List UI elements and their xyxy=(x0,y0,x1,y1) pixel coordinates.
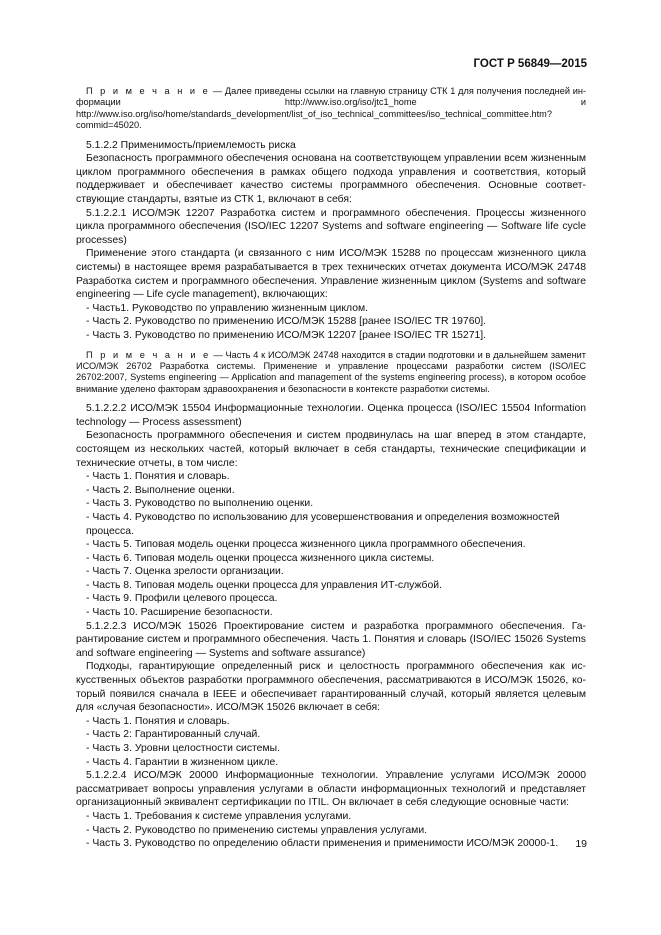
note-links xyxy=(76,86,586,132)
subsection-title: 5.1.2.2.4 ИСО/МЭК 20000 Информационные технологии. Управление услугами ИСО/МЭК 20000 рассматривает вопросы управления услугами в области информационных технологий и представляет организационный эквивалент сертификации по ITIL. Он включает в себя следующие основные части: xyxy=(76,770,586,809)
list-item: - Часть 1. Требования к системе управления услугами. xyxy=(86,810,352,822)
list-item: - Часть 3. Руководство по определению области применения и применимости ИСО/МЭК 20000-1. xyxy=(86,838,559,850)
note-text: — Далее приведены ссылки на главную страницу СТК 1 для получения последней информации http://www.iso.org/iso/jtc1_home и http://www.iso.org/iso/home/standards_development/list_of_iso_technical_committees/iso_technical_committee.htm?commid=45020. xyxy=(76,86,586,131)
subsection-title: 5.1.2.2.1 ИСО/МЭК 12207 Разработка систем и программного обеспечения. Процессы жизненного цикла программного обеспечения (ISO/IEC 12207 Systems and software engineering — Software life cycle processes) xyxy=(76,207,586,246)
list-item: - Часть 3. Руководство по выполнению оценки. xyxy=(86,498,314,510)
list-item: - Часть 2: Гарантированный случай. xyxy=(86,729,261,741)
list-item: - Часть 4. Руководство по использованию для усовершенствования и определения возможностей процесса. xyxy=(86,511,560,537)
page-header: ГОСТ Р 56849—2015 xyxy=(473,58,587,70)
section-heading: 5.1.2.2 Применимость/приемлемость риска xyxy=(86,139,296,151)
list-item: - Часть 2. Руководство по применению ИСО/МЭК 15288 [ранее ISO/IEC TR 19760]. xyxy=(86,316,487,328)
subsection-title: 5.1.2.2.3 ИСО/МЭК 15026 Проектирование систем и разработка программного обеспечения. Гарантирование систем и программного обеспечения. Часть 1. Понятия и словарь (ISO/IEC 15026 Systems and software engineering — Systems and software assurance) xyxy=(76,620,586,659)
section-intro: Безопасность программного обеспечения основана на соответствующем управлении всем жизненным циклом программного обеспечения в рамках общего подхода управления и соответствия, который поддерживает и обеспечивает качество системы программного обеспечения. Основные соответствующие стандарты, взятые из СТК 1, включают в себя: xyxy=(76,153,586,205)
subsection-body: Подходы, гарантирующие определенный риск и целостность программного обеспечения как искусственных объектов разработки программного обеспечения, рассматриваются в ИСО/МЭК 15026, который появился сначала в IEEE и обеспечивает гарантированный случай, который является целевым для «случая безопасности». ИСО/МЭК 15026 включает в себя: xyxy=(76,661,586,714)
list-item: - Часть 4. Гарантии в жизненном цикле. xyxy=(86,756,279,768)
list-item: - Часть 8. Типовая модель оценки процесса для управления ИТ-службой. xyxy=(86,579,442,591)
list-item: - Часть 2. Выполнение оценки. xyxy=(86,484,235,496)
subsection-body: Применение этого стандарта (и связанного с ним ИСО/МЭК 15288 по процессам жизненного цикла системы) в настоящее время разрабатывается в трех технических отчетах документа ИСО/МЭК 24748 Разработка систем и программного обеспечения. Управление жизненным циклом (Systems and software engineering — Life cycle management), включающих: xyxy=(76,248,586,301)
note-label: П р и м е ч а н и е xyxy=(86,349,211,360)
document-body xyxy=(76,86,586,851)
list-item: - Часть 2. Руководство по применению системы управления услугами. xyxy=(86,824,428,836)
list-item: - Часть 1. Понятия и словарь. xyxy=(86,471,230,483)
subsection-title: 5.1.2.2.2 ИСО/МЭК 15504 Информационные технологии. Оценка процесса (ISO/IEC 15504 Information technology — Process assessment) xyxy=(76,403,586,428)
list-item: - Часть 3. Уровни целостности системы. xyxy=(86,743,280,754)
list-item: - Часть1. Руководство по управлению жизненным циклом. xyxy=(86,302,369,314)
list-item: - Часть 3. Руководство по применению ИСО/МЭК 12207 [ранее ISO/IEC TR 15271]. xyxy=(86,329,487,341)
list-item: - Часть 5. Типовая модель оценки процесса жизненного цикла программного обеспечения. xyxy=(86,539,526,551)
page-number: 19 xyxy=(575,838,587,850)
list-item: - Часть 7. Оценка зрелости организации. xyxy=(86,566,284,578)
list-item: - Часть 10. Расширение безопасности. xyxy=(86,607,273,619)
note-label: П р и м е ч а н и е xyxy=(86,86,211,96)
list-item: - Часть 6. Типовая модель оценки процесса жизненного цикла системы. xyxy=(86,552,435,564)
note-text: — Часть 4 к ИСО/МЭК 24748 находится в стадии подготовки и в дальнейшем заменит ИСО/МЭК 26702 Разработка системы. Применение и управление процессами разработки систем (ISO/IEC 26702:2007, Systems engineering — Application and management of the systems engineering process), в котором особое внимание уделено факторам здравоохранения и безопасности в контексте разработки системы. xyxy=(76,349,587,394)
list-item: - Часть 9. Профили целевого процесса. xyxy=(86,593,278,605)
note-part4 xyxy=(76,350,586,396)
subsection-body: Безопасность программного обеспечения и систем продвинулась на шаг вперед в этом стандарте, состоящем из нескольких частей, который включает в себя стандарты, технические спецификации и технические отчеты, в том числе: xyxy=(76,430,586,469)
list-item: - Часть 1. Понятия и словарь. xyxy=(86,715,230,727)
